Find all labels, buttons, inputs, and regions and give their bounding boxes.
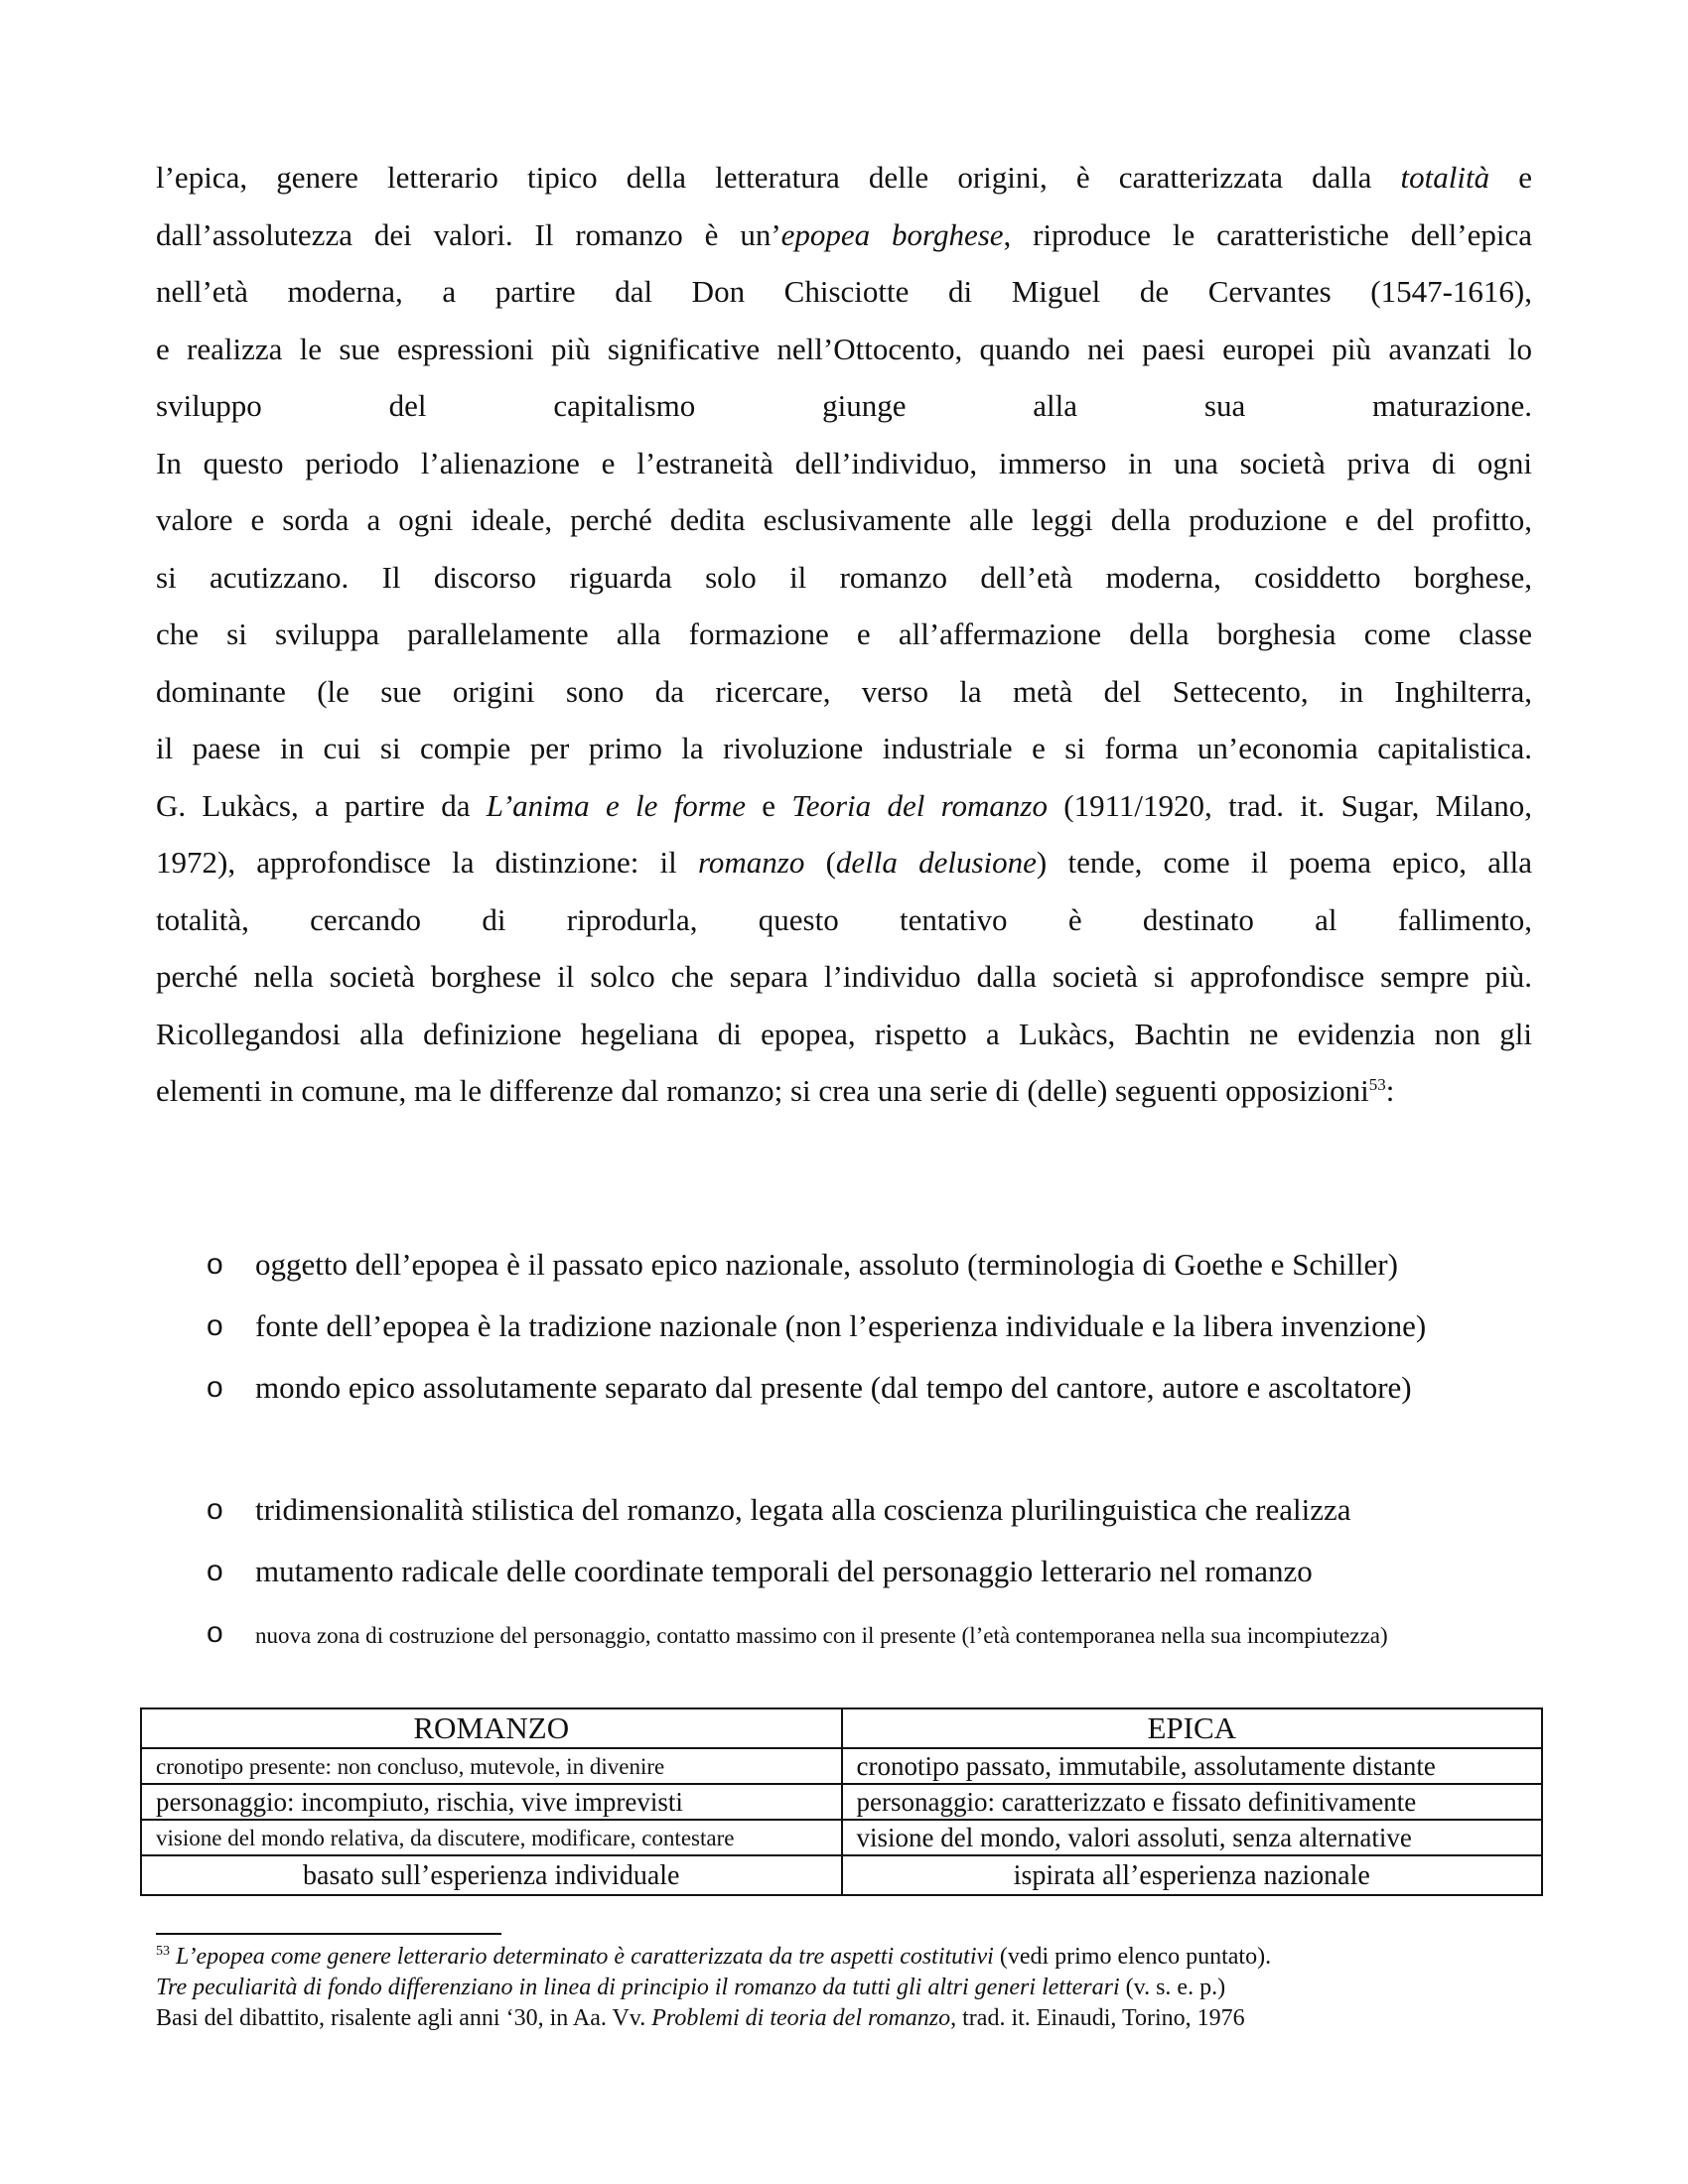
table-cell: visione del mondo relativa, da discutere, modificare, contestare <box>141 1820 842 1855</box>
epica-characteristics-list <box>199 1234 1539 1419</box>
footnote-line: Tre peculiarità di fondo differenziano in linea di principio il romanzo da tutti gli altri generi letterari (v. s. e. p.) <box>156 1975 1226 2000</box>
paragraph-line: che si sviluppa parallelamente alla formazione e all’affermazione della borghesia come classe <box>156 616 1532 651</box>
paragraph-line: Ricollegandosi alla definizione hegeliana di epopea, rispetto a Lukàcs, Bachtin ne evidenzia non gli <box>156 1016 1532 1051</box>
table-row <box>141 1855 1542 1895</box>
paragraph-line: e realizza le sue espressioni più significative nell’Ottocento, quando nei paesi europei più avanzati lo <box>156 331 1532 366</box>
table-row <box>141 1784 1542 1820</box>
footnote-separator <box>156 1933 501 1935</box>
paragraph-line: elementi in comune, ma le differenze dal romanzo; si crea una serie di (delle) seguenti opposizioni$^{53}$: <box>156 1073 1395 1108</box>
list-item: o tridimensionalità stilistica del romanzo, legata alla coscienza plurilinguistica che realizza <box>199 1479 1539 1541</box>
column-header-romanzo: ROMANZO <box>141 1708 842 1748</box>
paragraph-line: nell’età moderna, a partire dal Don Chisciotte di Miguel de Cervantes (1547-1616), <box>156 274 1532 309</box>
bullet-icon: o <box>207 1493 223 1526</box>
paragraph-line: dall’assolutezza dei valori. Il romanzo è un’epopea borghese, riproduce le caratteristiche dell’epica <box>156 216 1532 252</box>
list-item: o fonte dell’epopea è la tradizione nazionale (non l’esperienza individuale e la libera invenzione) <box>199 1296 1539 1357</box>
table-cell: cronotipo passato, immutabile, assolutamente distante <box>842 1748 1543 1784</box>
paragraph-line: totalità, cercando di riprodurla, questo tentativo è destinato al fallimento, <box>156 901 1532 937</box>
footnote-number: 53 <box>156 1944 170 1959</box>
paragraph-line: si acutizzano. Il discorso riguarda solo il romanzo dell’età moderna, cosiddetto borghese, <box>156 559 1532 595</box>
romanzo-characteristics-list <box>199 1479 1539 1664</box>
paragraph-line: l’epica, genere letterario tipico della letteratura delle origini, è caratterizzata dalla totalità e <box>156 160 1532 195</box>
bullet-icon: o <box>207 1248 223 1281</box>
table-cell: ispirata all’esperienza nazionale <box>842 1855 1543 1895</box>
table-cell: personaggio: caratterizzato e fissato definitivamente <box>842 1784 1543 1820</box>
body-paragraph <box>156 149 1532 1120</box>
paragraph-line: perché nella società borghese il solco che separa l’individuo dalla società si approfondisce sempre più. <box>156 959 1532 994</box>
paragraph-line: dominante (le sue origini sono da ricercare, verso la metà del Settecento, in Inghilterra, <box>156 673 1532 709</box>
column-header-epica: EPICA <box>842 1708 1543 1748</box>
list-item: o mondo epico assolutamente separato dal presente (dal tempo del cantore, autore e ascoltatore) <box>199 1357 1539 1419</box>
bullet-icon: o <box>207 1371 223 1404</box>
list-item: o mutamento radicale delle coordinate temporali del personaggio letterario nel romanzo <box>199 1541 1539 1602</box>
table-row <box>141 1820 1542 1855</box>
footnote-line: Basi del dibattito, risalente agli anni ‘30, in Aa. Vv. Problemi di teoria del romanzo, trad. it. Einaudi, Torino, 1976 <box>156 2005 1245 2031</box>
paragraph-line: In questo periodo l’alienazione e l’estraneità dell’individuo, immerso in una società priva di ogni <box>156 445 1532 480</box>
table-cell: visione del mondo, valori assoluti, senza alternative <box>842 1820 1543 1855</box>
paragraph-line: G. Lukàcs, a partire da L’anima e le forme e Teoria del romanzo (1911/1920, trad. it. Sugar, Milano, <box>156 787 1532 823</box>
table-cell: personaggio: incompiuto, rischia, vive imprevisti <box>141 1784 842 1820</box>
footnote-line: $^{53}$ L’epopea come genere letterario determinato è caratterizzata da tre aspetti costitutivi (vedi primo elenco puntato). <box>156 1944 1272 1970</box>
paragraph-line: 1972), approfondisce la distinzione: il romanzo (della delusione) tende, come il poema epico, alla <box>156 845 1533 880</box>
list-item: o oggetto dell’epopea è il passato epico nazionale, assoluto (terminologia di Goethe e Schiller) <box>199 1234 1539 1296</box>
bullet-icon: o <box>207 1616 223 1649</box>
footnote-reference[interactable]: 53 <box>1368 1075 1386 1094</box>
bullet-icon: o <box>207 1555 223 1587</box>
table-row <box>141 1748 1542 1784</box>
table-header-row <box>141 1708 1542 1748</box>
table-cell: cronotipo presente: non concluso, mutevole, in divenire <box>141 1748 842 1784</box>
list-item: o nuova zona di costruzione del personaggio, contatto massimo con il presente (l’età contemporanea nella sua incompiutezza) <box>199 1602 1539 1664</box>
paragraph-line: valore e sorda a ogni ideale, perché dedita esclusivamente alle leggi della produzione e del profitto, <box>156 502 1532 537</box>
bullet-icon: o <box>207 1309 223 1342</box>
comparison-table <box>140 1707 1543 1896</box>
table-cell: basato sull’esperienza individuale <box>141 1855 842 1895</box>
paragraph-line: il paese in cui si compie per primo la rivoluzione industriale e si forma un’economia capitalistica. <box>156 731 1532 765</box>
paragraph-line: sviluppo del capitalismo giunge alla sua maturazione. <box>156 388 1532 423</box>
footnote <box>156 1942 1546 2034</box>
